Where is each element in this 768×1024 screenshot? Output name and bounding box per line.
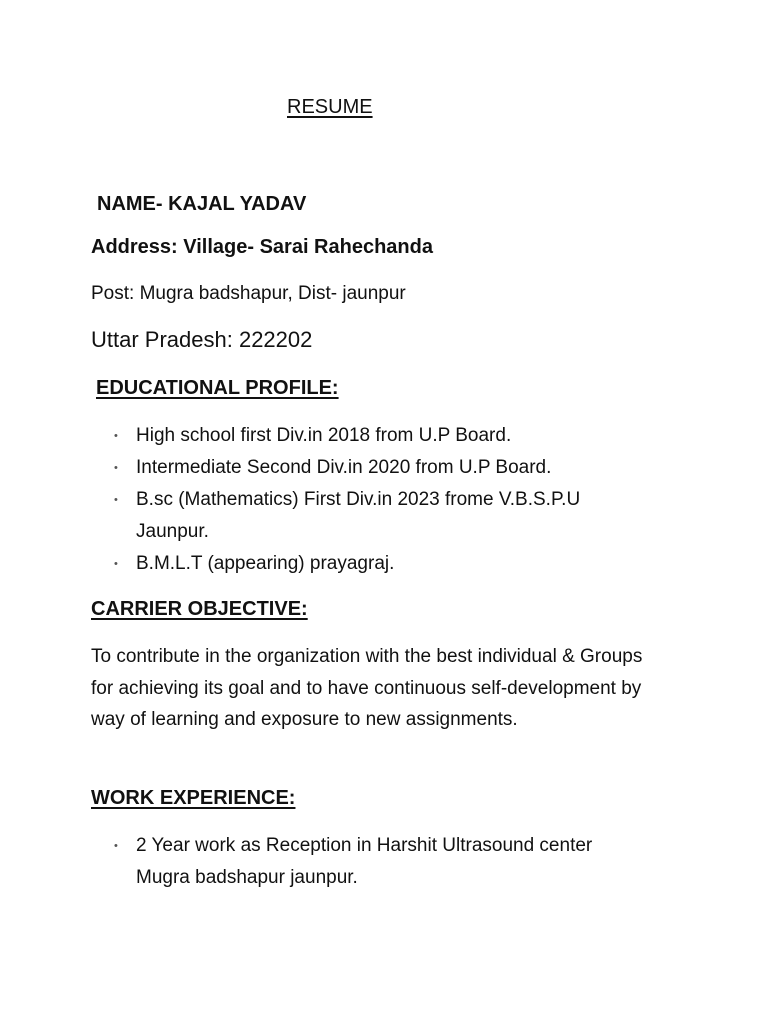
post-line: Post: Mugra badshapur, Dist- jaunpur	[91, 283, 406, 304]
work-heading: WORK EXPERIENCE:	[91, 787, 296, 809]
education-list	[114, 420, 634, 580]
candidate-name: NAME- KAJAL YADAV	[97, 193, 307, 215]
bullet-icon: •	[114, 430, 118, 442]
page-title: RESUME	[287, 96, 373, 118]
list-item-text: Intermediate Second Div.in 2020 from U.P Board.	[136, 457, 552, 478]
state-line: Uttar Pradesh: 222202	[91, 327, 313, 352]
work-list	[114, 830, 634, 894]
address-line: Address: Village- Sarai Rahechanda	[91, 236, 433, 258]
list-item-text: 2 Year work as Reception in Harshit Ultrasound center Mugra badshapur jaunpur.	[136, 835, 593, 888]
bullet-icon: •	[114, 462, 118, 474]
bullet-icon: •	[114, 558, 118, 570]
bullet-icon: •	[114, 494, 118, 506]
list-item	[114, 420, 634, 452]
list-item-text: B.M.L.T (appearing) prayagraj.	[136, 553, 395, 574]
list-item	[114, 830, 634, 894]
objective-heading: CARRIER OBJECTIVE:	[91, 598, 308, 620]
education-heading: EDUCATIONAL PROFILE:	[96, 377, 339, 399]
bullet-icon: •	[114, 840, 118, 852]
list-item-text: B.sc (Mathematics) First Div.in 2023 frome V.B.S.P.U Jaunpur.	[136, 489, 581, 542]
objective-text: To contribute in the organization with the best individual & Groups for achieving its goal and to have continuous self-development by way of learning and exposure to new assignments.	[91, 646, 643, 730]
list-item	[114, 548, 634, 580]
list-item-text: High school first Div.in 2018 from U.P Board.	[136, 425, 512, 446]
list-item	[114, 484, 634, 548]
list-item	[114, 452, 634, 484]
